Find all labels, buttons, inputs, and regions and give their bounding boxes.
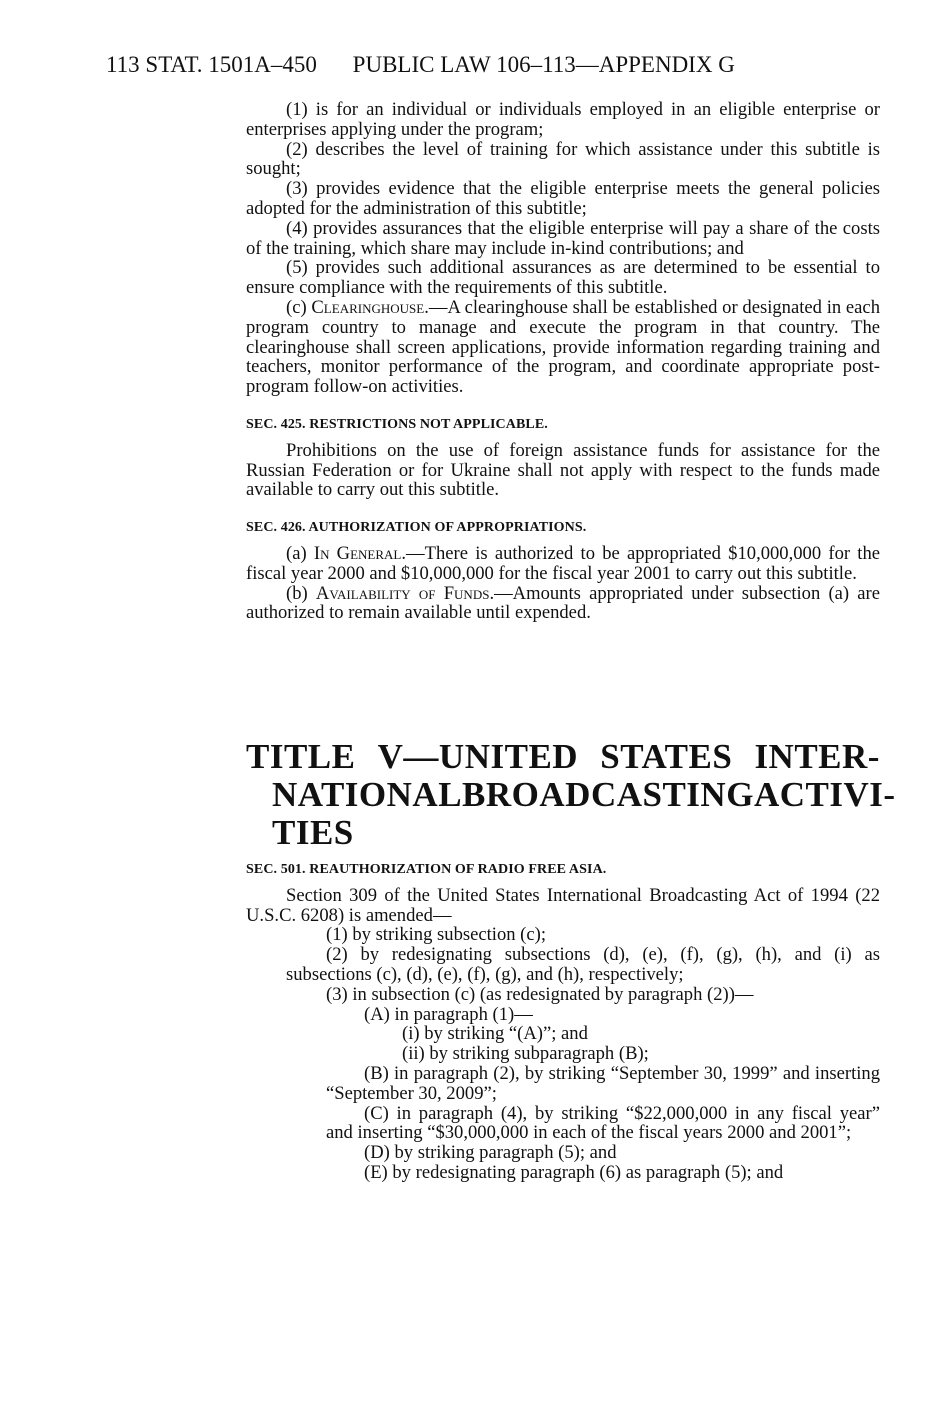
stat-citation: 113 STAT. 1501A–450 <box>106 52 317 77</box>
title-word: ACTIVI- <box>753 775 896 814</box>
item-1: (1) is for an individual or individuals employed in an eligible enterprise or enterprises applying under the program; <box>246 99 880 140</box>
paragraph-2: (2) by redesignating subsections (d), (e), (f), (g), (h), and (i) as subsections (c), (d), (e), (f), (g), and (h), respectively; <box>286 944 880 985</box>
title-word: V—UNITED <box>377 737 579 776</box>
sec-426-heading: SEC. 426. AUTHORIZATION OF APPROPRIATIONS. <box>246 520 587 536</box>
item-3: (3) provides evidence that the eligible enterprise meets the general policies adopted for the administration of this subtitle; <box>246 178 880 219</box>
section-424-continuation <box>246 100 880 623</box>
subsection-heading: In General <box>313 542 402 564</box>
item-5: (5) provides such additional assurances as are determined to be essential to ensure compliance with the requirements of this subtitle. <box>246 257 880 299</box>
subsection-heading: Availability of Funds <box>315 582 490 604</box>
subsection-marker: (c) <box>286 296 312 318</box>
sec-425-text: Prohibitions on the use of foreign assistance funds for assistance for the Russian Federation or for Ukraine shall not apply with respect to the funds made available to carry out this subtitle. <box>246 439 880 501</box>
subsection-text: .—A clearinghouse shall be established or designated in each program country to manage and execute the program in that country. The clearinghouse shall screen applications, provide information regarding training and teachers, monitor performance of the program, and coordinate appropriate post-program follow-on activities. <box>246 296 880 398</box>
subsection-text: .—Amounts appropriated under subsection (a) are authorized to remain available until expended. <box>246 582 880 624</box>
clearinghouse-paragraph <box>246 298 880 397</box>
law-title: PUBLIC LAW 106–113—APPENDIX G <box>352 52 735 77</box>
clause-a-ii: (ii) by striking subparagraph (B); <box>402 1043 649 1065</box>
sec-501-intro: Section 309 of the United States International Broadcasting Act of 1994 (22 U.S.C. 6208) is amended— <box>246 884 880 926</box>
subparagraph-d: (D) by striking paragraph (5); and <box>364 1142 617 1164</box>
subsection-text: .—There is authorized to be appropriated $10,000,000 for the fiscal year 2000 and $10,000,000 for the fiscal year 2001 to carry out this subtitle. <box>246 542 880 584</box>
sec-426-a <box>246 544 880 584</box>
item-4: (4) provides assurances that the eligible enterprise will pay a share of the costs of the training, which share may include in-kind contributions; and <box>246 217 880 259</box>
title-word: TIES <box>272 813 354 852</box>
subparagraph-e: (E) by redesignating paragraph (6) as paragraph (5); and <box>364 1161 784 1183</box>
subparagraph-a: (A) in paragraph (1)— <box>364 1003 533 1025</box>
section-501 <box>246 844 880 1183</box>
subparagraph-c: (C) in paragraph (4), by striking “$22,000,000 in any fiscal year” and inserting “$30,000,000 in each of the fiscal years 2000 and 2001”; <box>326 1102 880 1144</box>
subparagraph-b: (B) in paragraph (2), by striking “September 30, 1999” and inserting “September 30, 2009”; <box>326 1062 880 1104</box>
sec-501-heading: SEC. 501. REAUTHORIZATION OF RADIO FREE ASIA. <box>246 862 607 877</box>
running-header <box>106 52 765 78</box>
title-word: BROADCASTING <box>462 775 754 814</box>
sec-425-heading: SEC. 425. RESTRICTIONS NOT APPLICABLE. <box>246 416 548 432</box>
title-v-heading <box>246 737 896 852</box>
title-word: STATES <box>600 737 733 776</box>
subsection-marker: (a) <box>286 542 314 564</box>
subsection-marker: (b) <box>286 582 316 604</box>
subsection-heading: Clearinghouse <box>311 296 425 318</box>
title-word: NATIONAL <box>272 775 463 814</box>
paragraph-1: (1) by striking subsection (c); <box>326 924 546 946</box>
sec-426-b <box>246 584 880 624</box>
item-2: (2) describes the level of training for which assistance under this subtitle is sought; <box>246 138 880 180</box>
title-word: TITLE <box>246 737 356 776</box>
paragraph-3: (3) in subsection (c) (as redesignated by paragraph (2))— <box>326 983 754 1005</box>
title-word: INTER- <box>754 737 880 776</box>
clause-a-i: (i) by striking “(A)”; and <box>402 1023 588 1045</box>
